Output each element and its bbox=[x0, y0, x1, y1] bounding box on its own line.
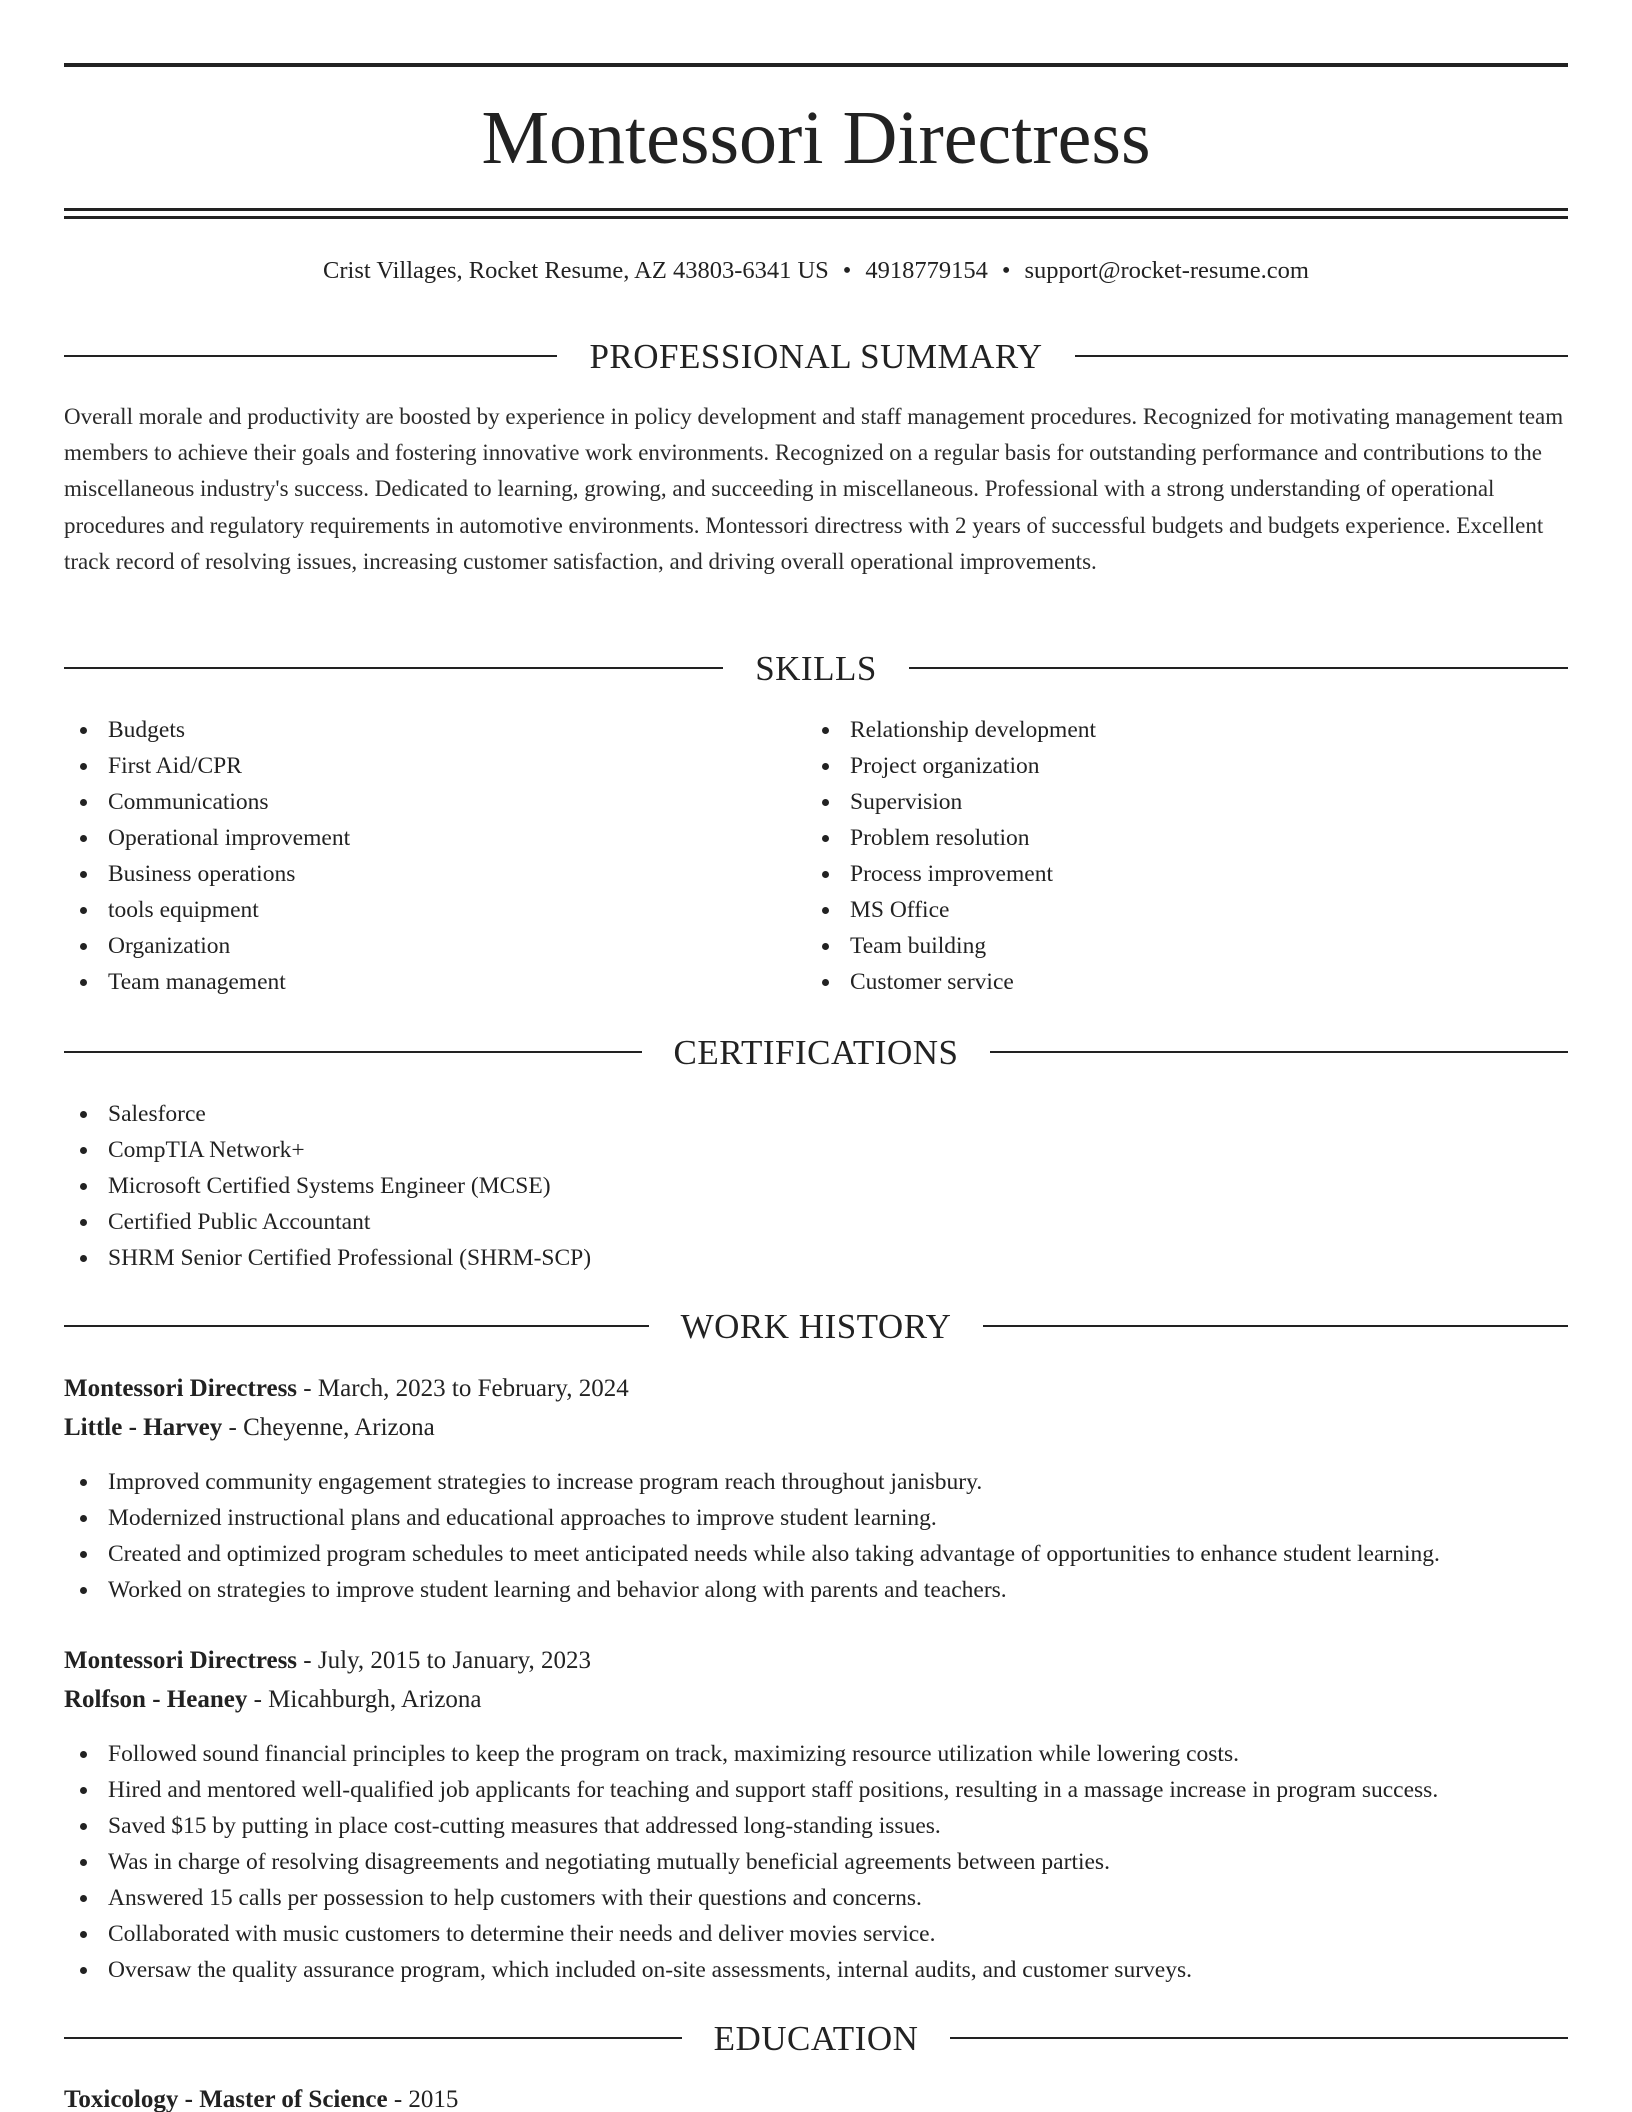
contact-email[interactable]: support@rocket-resume.com bbox=[1024, 257, 1309, 284]
job-bullets bbox=[64, 1464, 1568, 1608]
title-rule-upper bbox=[64, 208, 1568, 211]
section-heading-work-history bbox=[64, 1306, 1568, 1346]
skills-column-right bbox=[806, 712, 1566, 1000]
skill-item: Organization bbox=[64, 928, 804, 964]
heading-rule-left bbox=[64, 355, 557, 357]
job-bullet: Followed sound financial principles to keep the program on track, maximizing resource utilization while lowering costs. bbox=[64, 1736, 1568, 1772]
section-heading-education bbox=[64, 2018, 1568, 2058]
heading-rule-left bbox=[64, 2037, 682, 2039]
job-company-line bbox=[64, 1682, 1568, 1718]
job-bullets-block bbox=[64, 1736, 1568, 1988]
education-heading: EDUCATION bbox=[713, 2018, 919, 2058]
job-bullet: Modernized instructional plans and educational approaches to improve student learning. bbox=[64, 1500, 1568, 1536]
skills-list-right bbox=[806, 712, 1566, 1000]
heading-rule-left bbox=[64, 1051, 642, 1053]
skill-item: Process improvement bbox=[806, 856, 1566, 892]
certification-item: Salesforce bbox=[64, 1096, 1568, 1132]
job-location: - Micahburgh, Arizona bbox=[253, 1686, 482, 1713]
certifications-list bbox=[64, 1096, 1568, 1276]
top-rule bbox=[64, 63, 1568, 67]
work-history-heading: WORK HISTORY bbox=[680, 1306, 952, 1346]
skills-column-left bbox=[64, 712, 804, 1000]
job-bullet: Saved $15 by putting in place cost-cutting measures that addressed long-standing issues. bbox=[64, 1808, 1568, 1844]
certifications-block bbox=[64, 1096, 1568, 1276]
heading-rule-left bbox=[64, 667, 723, 669]
skill-item: Communications bbox=[64, 784, 804, 820]
job-company-line bbox=[64, 1410, 1568, 1446]
skill-item: MS Office bbox=[806, 892, 1566, 928]
job-bullet: Oversaw the quality assurance program, which included on-site assessments, internal audits, and customer surveys. bbox=[64, 1952, 1568, 1988]
job-company: Rolfson - Heaney bbox=[64, 1686, 248, 1713]
skill-item: Problem resolution bbox=[806, 820, 1566, 856]
education-entry bbox=[64, 2082, 1568, 2112]
heading-rule-right bbox=[983, 1325, 1568, 1327]
job-title: Montessori Directress bbox=[64, 1375, 298, 1402]
skill-item: Business operations bbox=[64, 856, 804, 892]
job-title-line bbox=[64, 1643, 1568, 1679]
job-location: - Cheyenne, Arizona bbox=[228, 1414, 435, 1441]
heading-rule-right bbox=[1075, 355, 1568, 357]
job-title-line bbox=[64, 1371, 1568, 1407]
job-bullet: Hired and mentored well-qualified job applicants for teaching and support staff positions, resulting in a massage increase in program success. bbox=[64, 1772, 1568, 1808]
job-company: Little - Harvey bbox=[64, 1414, 223, 1441]
skills-heading: SKILLS bbox=[755, 648, 877, 688]
skill-item: First Aid/CPR bbox=[64, 748, 804, 784]
contact-phone[interactable]: 4918779154 bbox=[865, 257, 988, 284]
job-title: Montessori Directress bbox=[64, 1647, 298, 1674]
summary-text: Overall morale and productivity are boosted by experience in policy development and staff management procedures. Recognized for motivating management team members to achieve their goals and fostering innovative work environments. Recognized on a regular basis for outstanding performance and contributions to the miscellaneous industry's success. Dedicated to learning, growing, and succeeding in miscellaneous. Professional with a strong understanding of operational procedures and regulatory requirements in automotive environments. Montessori directress with 2 years of successful budgets and budgets experience. Excellent track record of resolving issues, increasing customer satisfaction, and driving overall operational improvements. bbox=[64, 404, 1564, 574]
skill-item: Relationship development bbox=[806, 712, 1566, 748]
job-bullet: Was in charge of resolving disagreements and negotiating mutually beneficial agreements between parties. bbox=[64, 1844, 1568, 1880]
job-bullet: Worked on strategies to improve student learning and behavior along with parents and teachers. bbox=[64, 1572, 1568, 1608]
title-rule-lower bbox=[64, 216, 1568, 219]
resume-title: Montessori Directress bbox=[481, 96, 1151, 180]
section-heading-certifications bbox=[64, 1032, 1568, 1072]
summary-heading: PROFESSIONAL SUMMARY bbox=[589, 336, 1043, 376]
skill-item: Customer service bbox=[806, 964, 1566, 1000]
education-year: - 2015 bbox=[393, 2086, 459, 2112]
education-degree: Toxicology - Master of Science bbox=[64, 2086, 388, 2112]
job-bullets-block bbox=[64, 1464, 1568, 1608]
skill-item: Team management bbox=[64, 964, 804, 1000]
contact-address: Crist Villages, Rocket Resume, AZ 43803-6341 US bbox=[323, 257, 829, 284]
job-dates: - March, 2023 to February, 2024 bbox=[303, 1375, 629, 1402]
contact-line bbox=[64, 256, 1568, 285]
heading-rule-right bbox=[990, 1051, 1568, 1053]
skill-item: Operational improvement bbox=[64, 820, 804, 856]
contact-separator: • bbox=[1001, 257, 1011, 284]
job-bullet: Created and optimized program schedules to meet anticipated needs while also taking advantage of opportunities to enhance student learning. bbox=[64, 1536, 1568, 1572]
skill-item: tools equipment bbox=[64, 892, 804, 928]
certification-item: Certified Public Accountant bbox=[64, 1204, 1568, 1240]
certifications-heading: CERTIFICATIONS bbox=[673, 1032, 959, 1072]
skills-list-left bbox=[64, 712, 804, 1000]
job-dates: - July, 2015 to January, 2023 bbox=[303, 1647, 591, 1674]
skill-item: Team building bbox=[806, 928, 1566, 964]
section-heading-summary bbox=[64, 336, 1568, 376]
certification-item: CompTIA Network+ bbox=[64, 1132, 1568, 1168]
certification-item: SHRM Senior Certified Professional (SHRM-SCP) bbox=[64, 1240, 1568, 1276]
contact-separator: • bbox=[842, 257, 852, 284]
heading-rule-left bbox=[64, 1325, 649, 1327]
job-bullet: Answered 15 calls per possession to help customers with their questions and concerns. bbox=[64, 1880, 1568, 1916]
skill-item: Supervision bbox=[806, 784, 1566, 820]
skill-item: Budgets bbox=[64, 712, 804, 748]
skill-item: Project organization bbox=[806, 748, 1566, 784]
job-bullet: Improved community engagement strategies to increase program reach throughout janisbury. bbox=[64, 1464, 1568, 1500]
section-heading-skills bbox=[64, 648, 1568, 688]
heading-rule-right bbox=[950, 2037, 1568, 2039]
job-bullet: Collaborated with music customers to determine their needs and deliver movies service. bbox=[64, 1916, 1568, 1952]
certification-item: Microsoft Certified Systems Engineer (MCSE) bbox=[64, 1168, 1568, 1204]
heading-rule-right bbox=[909, 667, 1568, 669]
job-bullets bbox=[64, 1736, 1568, 1988]
